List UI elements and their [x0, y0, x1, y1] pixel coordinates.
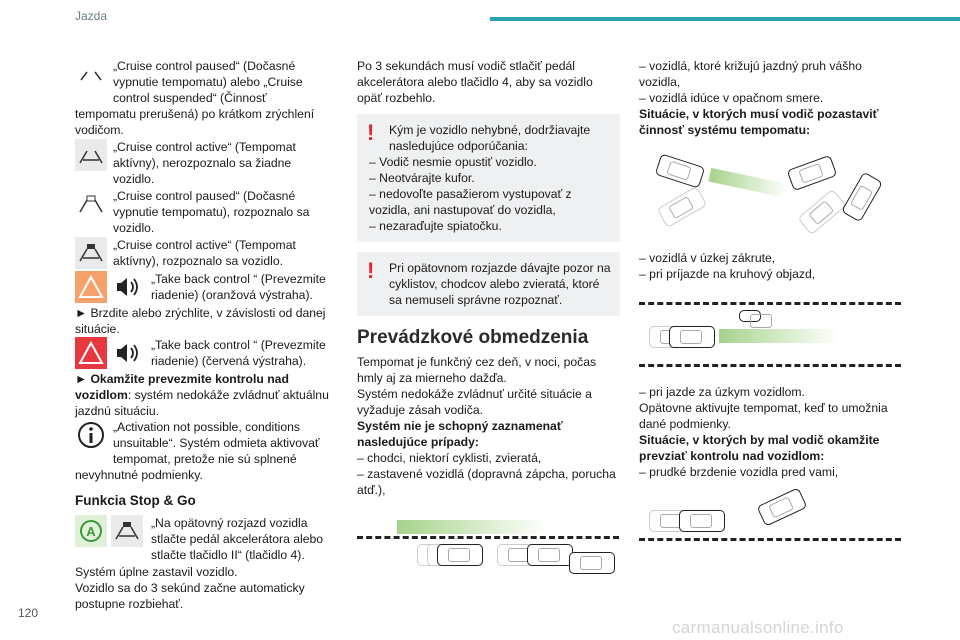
cruise-paused-vehicle-icon: [75, 188, 107, 220]
svg-text:A: A: [86, 524, 96, 539]
subsection-heading: Funkcia Stop & Go: [75, 493, 196, 508]
warning-notice: ! Pri opätovnom rozjazde dávajte pozor na cyklistov, chodcov alebo zvieratá, ktoré sa nemuseli správne rozpoznať.: [357, 252, 620, 316]
list-item: „Take back control “ (Prevezmite riadenie) (oranžová výstraha).: [75, 271, 330, 304]
info-icon: [75, 419, 107, 451]
list-line: – vozidlá v úzkej zákrute,: [639, 251, 776, 265]
list-line: – chodci, niektorí cyklisti, zvieratá,: [357, 451, 542, 465]
paragraph: Systém úplne zastavil vozidlo.: [75, 565, 238, 579]
take-back-orange-icon: [75, 271, 145, 303]
exclamation-icon: !: [367, 258, 375, 283]
section-title: Jazda: [75, 9, 108, 23]
paragraph: Vozidlo sa do 3 sekúnd začne automaticky postupne rozbiehať.: [75, 581, 305, 611]
list-line: – pri príjazde na kruhový objazd,: [639, 267, 816, 281]
list-item: „Cruise control active“ (Tempomat aktívny), nerozpoznalo sa žiadne vozidlo.: [75, 139, 330, 187]
take-back-red-icon: [75, 337, 145, 369]
section-heading: Prevádzkové obmedzenia: [357, 327, 589, 348]
cruise-vehicle-icon: [111, 515, 143, 547]
list-item: „Activation not possible, conditions unsuitable“. Systém odmieta aktivovať tempomat, pretože nie sú splnené nevyhnutné podmienky.: [75, 420, 320, 482]
list-item: A „Na opätovný rozjazd vozidla stlačte pedál akcelerátora alebo stlačte tlačidlo II“ (tlačidlo 4).: [75, 515, 330, 563]
paragraph: Opätovne aktivujte tempomat, keď to umožnia dané podmienky.: [639, 401, 888, 431]
list-item: „Cruise control active“ (Tempomat aktívny), rozpoznalo sa vozidlo.: [75, 237, 330, 270]
list-line: – vozidlá idúce v opačnom smere.: [639, 91, 824, 105]
paragraph: Situácie, v ktorých by mal vodič okamžite prevziať kontrolu nad vozidlom:: [639, 433, 880, 463]
stop-go-icon: [75, 515, 145, 547]
list-line: – vozidlá, ktoré križujú jazdný pruh vášho vozidla,: [639, 59, 862, 89]
column-1: [75, 58, 330, 612]
illustration-curve: [639, 146, 901, 242]
illustration-narrow-vehicle: [639, 296, 901, 376]
list-line: – pri jazde za úzkym vozidlom.: [639, 385, 805, 399]
paragraph: Po 3 sekundách musí vodič stlačiť pedál akcelerátora alebo tlačidlo 4, aby sa vozidlo opäť rozbehlo.: [357, 59, 593, 105]
paragraph: Systém nedokáže zvládnuť určité situácie a vyžaduje zásah vodiča.: [357, 387, 592, 417]
paragraph: Systém nie je schopný zaznamenať nasledujúce prípady:: [357, 419, 563, 449]
exclamation-icon: !: [367, 120, 375, 145]
speaker-icon: [111, 337, 143, 369]
list-item: „Cruise control paused“ (Dočasné vypnutie tempomatu) alebo „Cruise control suspended“ (Činnosť tempomatu prerušená) po krátkom zrýchlení vodičom.: [75, 59, 315, 137]
page-number: 120: [18, 606, 39, 620]
list-item: „Take back control “ (Prevezmite riadenie) (červená výstraha).: [75, 337, 330, 370]
cruise-active-vehicle-icon: [75, 237, 107, 269]
list-line: – zastavené vozidlá (dopravná zápcha, porucha atď.),: [357, 467, 616, 497]
list-line: – prudké brzdenie vozidla pred vami,: [639, 465, 839, 479]
paragraph: ► Okamžite prevezmite kontrolu nad vozidlom: systém nedokáže zvládnuť aktuálnu jazdnú situáciu.: [75, 372, 329, 418]
cruise-paused-icon: [75, 58, 107, 90]
paragraph: Situácie, v ktorých musí vodič pozastaviť činnosť systému tempomatu:: [639, 107, 879, 137]
paragraph: Tempomat je funkčný cez deň, v noci, počas hmly aj za mierneho dažďa.: [357, 355, 597, 385]
paragraph: ► Brzdite alebo zrýchlite, v závislosti od danej situácie.: [75, 306, 326, 336]
motorcycle: [739, 310, 761, 322]
cruise-active-icon: [75, 139, 107, 171]
illustration-stopped-vehicles: [357, 508, 619, 580]
header-accent-bar: [490, 17, 960, 21]
warning-notice: ! Kým je vozidlo nehybné, dodržiavajte nasledujúce odporúčania: – Vodič nesmie opustiť vozidlo. – Neotvárajte kufor. – nedovoľte pasažierom vystupovať z vozidla, ani nastupovať do vozidla, – nezaraďujte spiatočku.: [357, 114, 620, 242]
list-item: „Cruise control paused“ (Dočasné vypnutie tempomatu), rozpoznalo sa vozidlo.: [75, 188, 330, 236]
column-2: [357, 58, 620, 588]
illustration-hard-braking: [639, 488, 901, 548]
column-3: [639, 58, 901, 556]
watermark: carmanualsonline.info: [672, 618, 844, 637]
speaker-icon: [111, 271, 143, 303]
